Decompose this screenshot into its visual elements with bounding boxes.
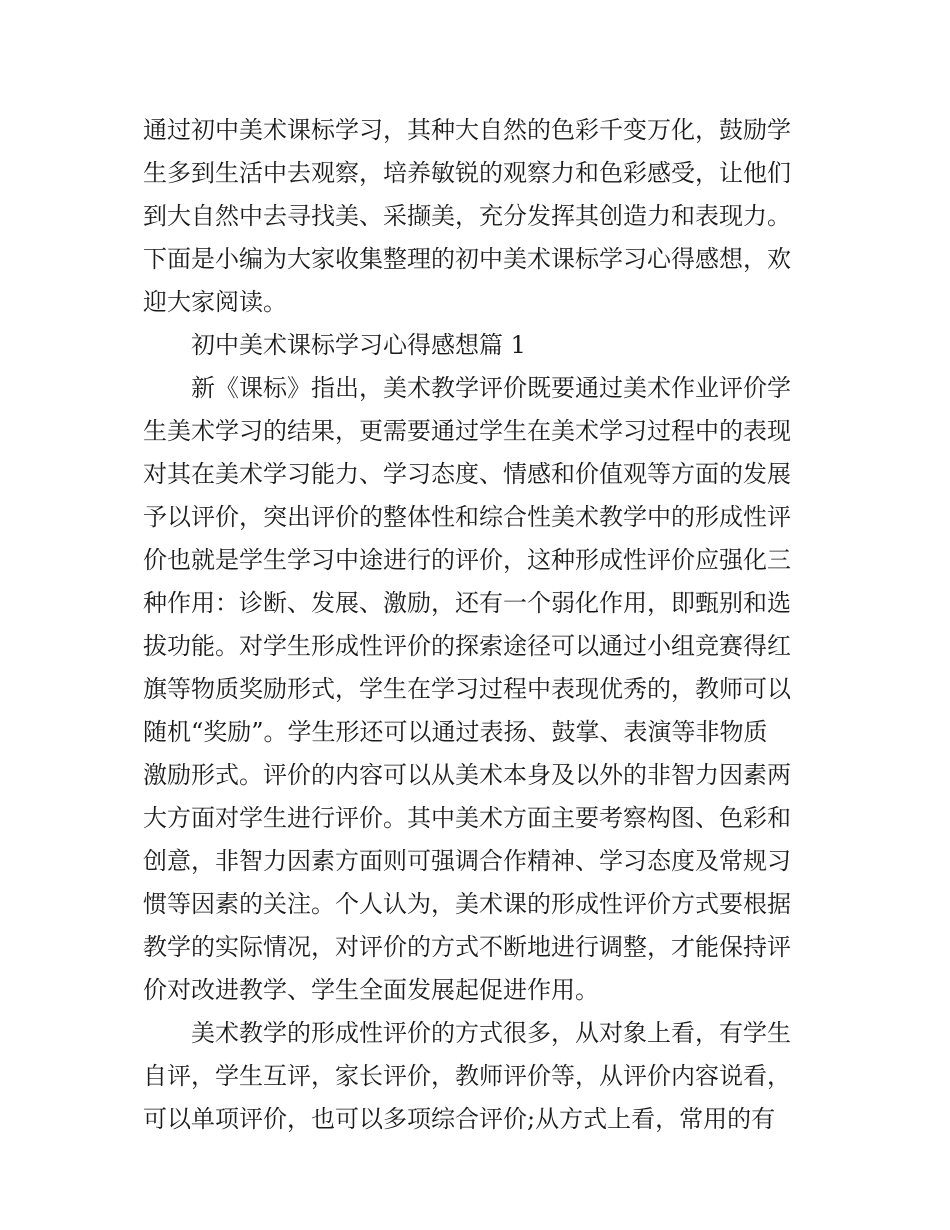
paragraph-line: 创意，非智力因素方面则可强调合作精神、学习态度及常规习 (143, 847, 791, 875)
intro-line: 迎大家阅读。 (143, 288, 287, 316)
paragraph-line: 对其在美术学习能力、学习态度、情感和价值观等方面的发展 (143, 460, 791, 488)
paragraph-line: 种作用：诊断、发展、激励，还有一个弱化作用，即甄别和选 (143, 589, 791, 617)
paragraph-line: 可以单项评价，也可以多项综合评价;从方式上看，常用的有 (143, 1105, 776, 1133)
paragraph-line: 予以评价，突出评价的整体性和综合性美术教学中的形成性评 (143, 503, 791, 531)
paragraph-line: 拔功能。对学生形成性评价的探索途径可以通过小组竞赛得红 (143, 632, 791, 660)
intro-line: 下面是小编为大家收集整理的初中美术课标学习心得感想，欢 (143, 245, 791, 273)
intro-line: 通过初中美术课标学习，其种大自然的色彩千变万化，鼓励学 (143, 116, 791, 144)
paragraph-line: 教学的实际情况，对评价的方式不断地进行调整，才能保持评 (143, 933, 791, 961)
paragraph-line: 自评，学生互评，家长评价，教师评价等，从评价内容说看， (143, 1062, 791, 1090)
section-heading: 初中美术课标学习心得感想篇 1 (191, 331, 526, 359)
paragraph-line: 旗等物质奖励形式，学生在学习过程中表现优秀的，教师可以 (143, 675, 791, 703)
paragraph-line: 激励形式。评价的内容可以从美术本身及以外的非智力因素两 (143, 761, 791, 789)
paragraph-line: 惯等因素的关注。个人认为，美术课的形成性评价方式要根据 (143, 890, 791, 918)
paragraph-line: 大方面对学生进行评价。其中美术方面主要考察构图、色彩和 (143, 804, 791, 832)
paragraph-line: 美术教学的形成性评价的方式很多，从对象上看，有学生 (191, 1019, 791, 1047)
paragraph-line: 价对改进教学、学生全面发展起促进作用。 (143, 976, 599, 1004)
intro-line: 生多到生活中去观察，培养敏锐的观察力和色彩感受，让他们 (143, 159, 791, 187)
intro-line: 到大自然中去寻找美、采撷美，充分发挥其创造力和表现力。 (143, 202, 791, 230)
paragraph-line: 生美术学习的结果，更需要通过学生在美术学习过程中的表现 (143, 417, 791, 445)
paragraph-line: 新《课标》指出，美术教学评价既要通过美术作业评价学 (191, 374, 791, 402)
paragraph-line: 随机“奖励”。学生形还可以通过表扬、鼓掌、表演等非物质 (143, 718, 768, 746)
paragraph-line: 价也就是学生学习中途进行的评价，这种形成性评价应强化三 (143, 546, 791, 574)
